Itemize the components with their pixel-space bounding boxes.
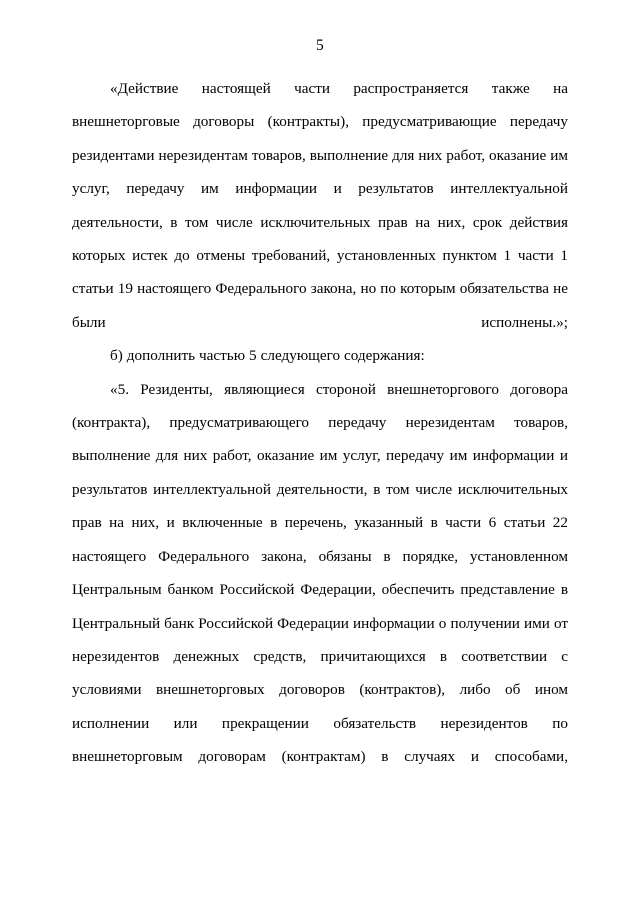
paragraph: «Действие настоящей части распространяется также на внешнеторговые договоры (контракты), предусматривающие передачу резидентами нерезидентам товаров, выполнение для них работ, оказание им услуг, передачу им информации и результатов интеллектуальной деятельности, в том числе исключительных прав на них, срок действия которых истек до отмены требований, установленных пунктом 1 части 1 статьи 19 настоящего Федерального закона, но по которым обязательства не были исполнены.»;	[72, 80, 568, 331]
paragraph: б) дополнить частью 5 следующего содержания:	[110, 347, 425, 365]
document-body	[72, 72, 568, 774]
paragraph: «5. Резиденты, являющиеся стороной внешнеторгового договора (контракта), предусматривающего передачу нерезидентам товаров, выполнение для них работ, оказание им услуг, передачу им информации и результатов интеллектуальной деятельности, в том числе исключительных прав на них, и включенные в перечень, указанный в части 6 статьи 22 настоящего Федерального закона, обязаны в порядке, установленном Центральным банком Российской Федерации, обеспечить представление в Центральный банк Российской Федерации информации о получении ими от нерезидентов денежных средств, причитающихся в соответствии с условиями внешнеторговых договоров (контрактов), либо об ином исполнении или прекращении обязательств нерезидентов по внешнеторговым договорам (контрактам) в случаях и способами,	[72, 380, 568, 766]
page-number: 5	[316, 37, 324, 54]
